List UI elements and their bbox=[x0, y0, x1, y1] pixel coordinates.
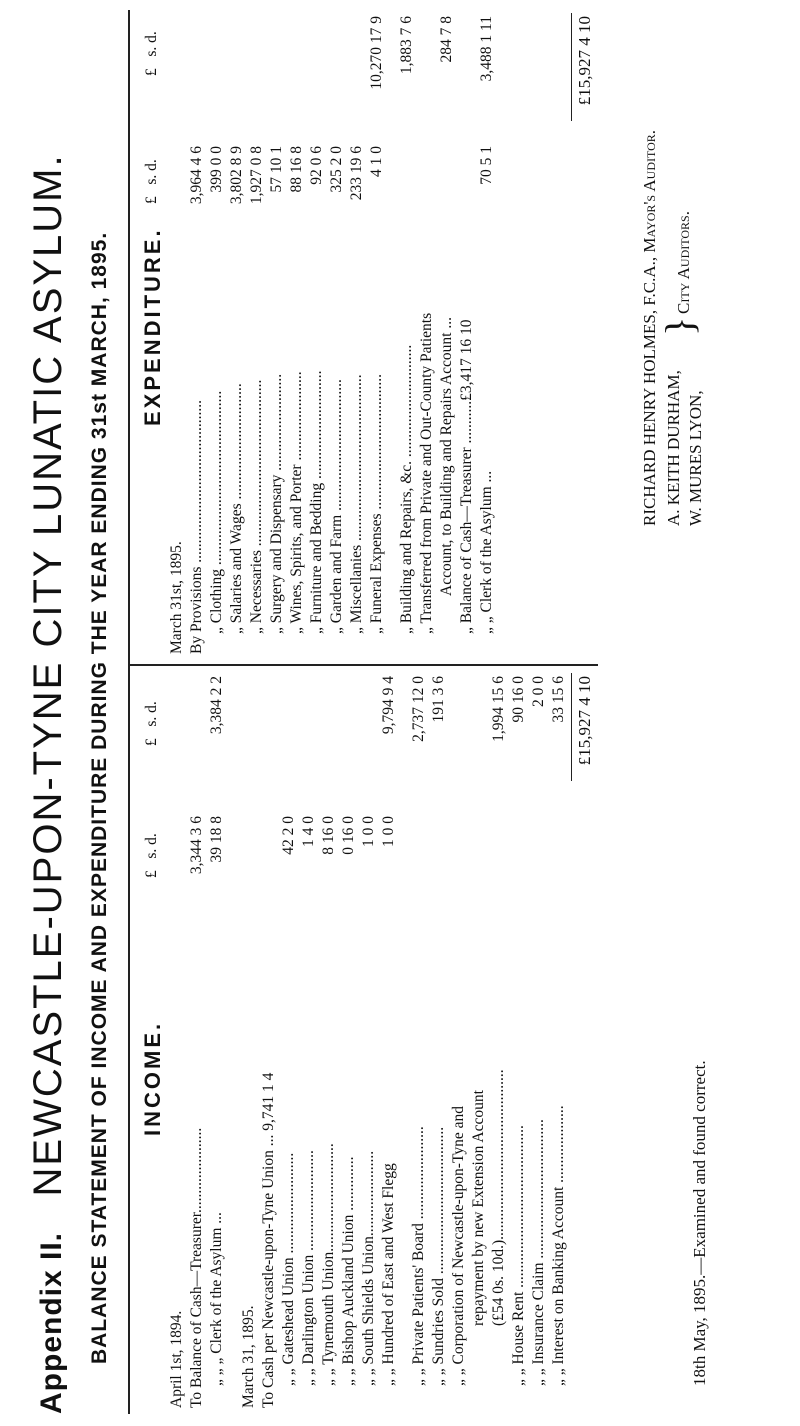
income-currency-sub: £ s. d. bbox=[143, 833, 160, 878]
income-line: „ „ South Shields Union...................... bbox=[360, 1150, 377, 1386]
expenditure-line: „ Wines, Spirits, and Porter ....................... bbox=[288, 371, 305, 634]
expenditure-sub: 325 2 0 bbox=[328, 146, 345, 193]
expenditure-line: „ Miscellanies ........................................... bbox=[348, 374, 365, 634]
income-line: „ „ Hundred of East and West Flegg bbox=[380, 1163, 397, 1386]
expenditure-currency-sub: £ s. d. bbox=[143, 159, 160, 204]
expenditure-line: „ „ Clerk of the Asylum ... bbox=[478, 470, 495, 634]
page-header bbox=[24, 153, 72, 1414]
expenditure-sub: 4 1 0 bbox=[368, 146, 385, 177]
income-sub: 42 2 0 bbox=[280, 816, 297, 855]
income-sub: 1 0 0 bbox=[380, 816, 397, 847]
income-line: To Balance of Cash—Treasurer...................... bbox=[188, 1127, 205, 1408]
expenditure-line: „ Balance of Cash—Treasurer ...........£3,417 16 10 bbox=[458, 319, 475, 634]
expenditure-sub: 92 0 6 bbox=[308, 146, 325, 185]
expenditure-line: „ Garden and Farm .................................. bbox=[328, 379, 345, 634]
income-line: To Cash per Newcastle-upon-Tyne Union ... 9,741 1 4 bbox=[260, 1072, 277, 1408]
expenditure-line: Account, to Building and Repairs Account ... bbox=[438, 317, 455, 596]
income-line: „ „ Insurance Claim .................................... bbox=[530, 1119, 547, 1386]
institution-title: NEWCASTLE-UPON-TYNE CITY LUNATIC ASYLUM. bbox=[26, 153, 70, 1197]
income-line: repayment by new Extension Account bbox=[470, 1090, 487, 1326]
income-line: „ „ Private Patients' Board ........................ bbox=[410, 1126, 427, 1386]
expenditure-sub: 3,802 8 9 bbox=[228, 146, 245, 205]
income-grand-total: £15,927 4 10 bbox=[575, 676, 594, 766]
expenditure-line: By Provisions .......................................... bbox=[188, 399, 205, 654]
brace-icon: } bbox=[657, 316, 702, 336]
expenditure-line: „ Building and Repairs, &c. ............................. bbox=[398, 344, 415, 634]
expenditure-sum-rule bbox=[571, 13, 572, 121]
income-sub: 8 16 0 bbox=[320, 816, 337, 855]
income-heading: INCOME. bbox=[140, 1020, 165, 1136]
expenditure-line: „ Surgery and Dispensary ......................... bbox=[268, 373, 285, 634]
income-total: 2,737 12 0 bbox=[410, 676, 427, 742]
expenditure-sub: 399 0 0 bbox=[208, 146, 225, 193]
expenditure-total: 10,270 17 9 bbox=[368, 16, 385, 90]
income-line: „ „ Darlington Union .......................... bbox=[300, 1150, 317, 1386]
city-auditor-signature: W. MURES LYON, bbox=[686, 390, 705, 526]
expenditure-sub: 88 16 8 bbox=[288, 146, 305, 193]
expenditure-line: „ Furniture and Bedding ............................ bbox=[308, 370, 325, 634]
income-line: „ „ Interest on Banking Account .................... bbox=[550, 1105, 567, 1386]
top-rule bbox=[128, 10, 130, 1414]
income-line: „ „ Sundries Sold ...................................... bbox=[430, 1126, 447, 1386]
income-sub: 3,344 3 6 bbox=[188, 816, 205, 875]
expenditure-grand-total: £15,927 4 10 bbox=[575, 16, 594, 106]
income-line: „ „ Corporation of Newcastle-upon-Tyne and bbox=[450, 1106, 467, 1386]
expenditure-line: „ Funeral Expenses ................................... bbox=[368, 373, 385, 634]
expenditure-line: „ Necessaries ........................................... bbox=[248, 379, 265, 634]
income-line: (£54 0s. 10d.)............................................ bbox=[490, 1069, 507, 1326]
income-line: April 1st, 1894. bbox=[168, 1310, 185, 1408]
income-total: 90 16 0 bbox=[510, 676, 527, 723]
income-line: „ „ „ Clerk of the Asylum ... bbox=[208, 1212, 225, 1386]
income-currency-total: £ s. d. bbox=[143, 701, 160, 746]
income-line: „ „ Tynemouth Union............................ bbox=[320, 1143, 337, 1386]
city-auditors-label: City Auditors. bbox=[674, 211, 693, 314]
expenditure-sub: 233 19 6 bbox=[348, 146, 365, 201]
income-sub: 1 0 0 bbox=[360, 816, 377, 847]
expenditure-total: 1,883 7 6 bbox=[398, 16, 415, 75]
expenditure-total: 284 7 8 bbox=[438, 16, 455, 63]
expenditure-sub: 70 5 1 bbox=[478, 146, 495, 185]
expenditure-line: „ Clothing ............................................. bbox=[208, 390, 225, 634]
income-total: 2 0 0 bbox=[530, 676, 547, 707]
income-sub: 39 18 8 bbox=[208, 816, 225, 863]
examination-note: 18th May, 1895.—Examined and found correct. bbox=[690, 1060, 709, 1386]
expenditure-line: „ Transferred from Private and Out-County Patients bbox=[418, 312, 435, 634]
income-line: „ „ House Rent .......................................... bbox=[510, 1125, 527, 1386]
income-total: 1,994 15 6 bbox=[490, 676, 507, 742]
expenditure-currency-total: £ s. d. bbox=[143, 31, 160, 76]
expenditure-line: „ Salaries and Wages .............................. bbox=[228, 383, 245, 634]
income-sub: 1 4 0 bbox=[300, 816, 317, 847]
expenditure-sub: 3,964 4 6 bbox=[188, 146, 205, 205]
expenditure-total: 3,488 1 11 bbox=[478, 16, 495, 82]
expenditure-sub: 1,927 0 8 bbox=[248, 146, 265, 205]
appendix-label: Appendix II. bbox=[35, 1231, 68, 1414]
income-line: „ „ Gateshead Union .......................... bbox=[280, 1152, 297, 1386]
income-total: 191 3 6 bbox=[430, 676, 447, 723]
income-total: 33 15 6 bbox=[550, 676, 567, 723]
expenditure-heading: EXPENDITURE. bbox=[140, 227, 165, 426]
income-line: March 31, 1895. bbox=[240, 1305, 257, 1408]
expenditure-line: March 31st, 1895. bbox=[168, 541, 185, 654]
income-sum-rule bbox=[571, 673, 572, 781]
income-sub: 0 16 0 bbox=[340, 816, 357, 855]
income-total: 9,794 9 4 bbox=[380, 676, 397, 735]
statement-subtitle: BALANCE STATEMENT OF INCOME AND EXPENDITURE DURING THE YEAR ENDING 31st MARCH, 1895. bbox=[88, 231, 111, 1364]
city-auditor-signature: A. KEITH DURHAM, bbox=[664, 370, 683, 526]
column-divider bbox=[128, 664, 598, 666]
income-total: 3,384 2 2 bbox=[208, 676, 225, 735]
mayors-auditor-signature: RICHARD HENRY HOLMES, F.C.A., Mayor's Auditor. bbox=[640, 129, 659, 526]
expenditure-sub: 57 10 1 bbox=[268, 146, 285, 193]
income-line: „ „ Bishop Auckland Union .............. bbox=[340, 1156, 357, 1386]
